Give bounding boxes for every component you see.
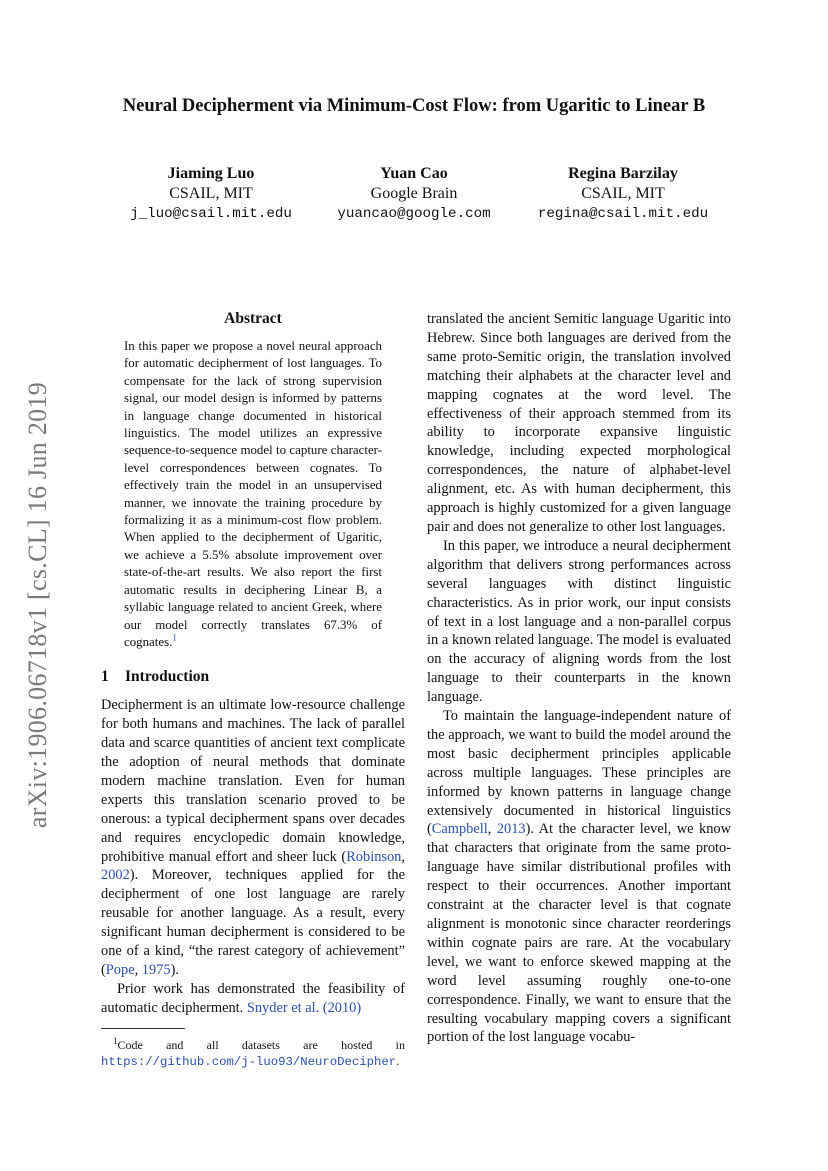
author-affiliation: CSAIL, MIT (169, 185, 253, 202)
citation-year-link[interactable]: 1975 (141, 962, 171, 978)
footnote-marker[interactable]: 1 (172, 632, 177, 643)
section-title: Introduction (125, 668, 210, 686)
author-email: regina@csail.mit.edu (537, 206, 709, 222)
citation-link[interactable]: Campbell (431, 821, 488, 838)
intro-paragraph-2-cont: translated the ancient Semitic language Ugaritic into Hebrew. Since both languages are derived from the same proto-Semitic origin, the translation involved matching their alphabets at the character level and mapping cognates at the word level. The effectiveness of their approach stemmed from its ability to incorporate expansive linguistic knowledge, including expected morphological correspondences, the nature of alphabet-level alignment, etc. As with human decipherment, this approach is highly customized for a given language pair and does not generalize to other lost languages. (427, 311, 731, 535)
author-1 (96, 164, 326, 224)
citation-link[interactable]: Robinson (346, 848, 402, 865)
footnote-url-link[interactable]: https://github.com/j-luo93/NeuroDecipher (101, 1055, 397, 1069)
footnote (101, 1028, 405, 1070)
abstract-text: In this paper we propose a novel neural approach for automatic decipherment of lost languages. To compensate for the lack of strong supervision signal, our model design is informed by patterns in language change documented in historical linguistics. The model utilizes an expressive sequence-to-sequence model to capture character-level correspondences between cognates. To effectively train the model in an unsupervised manner, we innovate the training procedure by formalizing it as a minimum-cost flow problem. When applied to the decipherment of Ugaritic, we achieve a 5.5% absolute improvement over state-of-the-art results. We also report the first automatic results in deciphering Linear B, a syllabic language related to ancient Greek, where our model correctly translates 67.3% of cognates.$^1$ (124, 339, 382, 649)
author-email: j_luo@csail.mit.edu (130, 206, 292, 222)
intro-paragraph-1: Decipherment is an ultimate low-resource challenge for both humans and machines. The lack of parallel data and scarce quantities of ancient text complicate the adoption of neural methods that dominate modern machine translation. Even for human experts this translation scenario proved to be onerous: a typical decipherment spans over decades and requires encyclopedic domain knowledge, prohibitive manual effort and sheer luck (Robinson, 2002). Moreover, techniques applied for the decipherment of one lost language are rarely reusable for another language. As a result, every significant human decipherment is considered to be one of a kind, “the rarest category of achievement” (Pope, 1975). (101, 697, 405, 978)
abstract-heading: Abstract (224, 310, 282, 327)
paper-title: Neural Decipherment via Minimum-Cost Flow: from Ugaritic to Linear B (122, 96, 706, 116)
author-block (0, 164, 828, 234)
left-column (101, 310, 405, 1018)
intro-paragraph-2-start: Prior work has demonstrated the feasibility of automatic decipherment. Snyder et al. (2010) (101, 980, 405, 1016)
citation-link[interactable]: Snyder et al. (2010) (246, 999, 362, 1016)
author-2 (299, 164, 529, 224)
citation-year-link[interactable]: 2002 (101, 867, 130, 884)
intro-paragraph-3: In this paper, we introduce a neural decipherment algorithm that delivers strong performances across several languages with distinct linguistic characteristics. As in prior work, our input consists of text in a lost language and a non-parallel corpus in a known related language. The model is evaluated on the accuracy of aligning words from the lost language to their counterparts in the known language. (427, 537, 731, 706)
arxiv-identifier (18, 365, 58, 845)
section-heading-introduction (101, 668, 405, 686)
section-number: 1 (101, 668, 109, 686)
author-name: Yuan Cao (380, 165, 448, 182)
author-name: Jiaming Luo (167, 165, 255, 182)
intro-paragraph-4: To maintain the language-independent nature of the approach, we want to build the model around the most basic decipherment principles applicable across multiple languages. These principles are informed by known patterns in language change extensively documented in historical linguistics (Campbell, 2013). At the character level, we know that characters that originate from the same proto-language have similar distributional profiles with respect to their occurrences. Another important constraint at the character level is that cognate alignment is monotonic since character reorderings within cognate pairs are rare. At the vocabulary level, we want to enforce skewed mapping at the word level assuming roughly one-to-one correspondence. Finally, we want to ensure that the resulting vocabulary mapping covers a significant portion of the lost language vocabu- (427, 708, 731, 1046)
footnote-mark: 1 (113, 1036, 118, 1046)
author-3 (508, 164, 738, 224)
footnote-text: $^1$Code and all datasets are hosted in https://github.com/j-luo93/NeuroDecipher. (101, 1036, 405, 1069)
author-name: Regina Barzilay (568, 165, 678, 182)
citation-link[interactable]: Pope (105, 962, 135, 978)
author-affiliation: Google Brain (370, 185, 458, 202)
citation-year-link[interactable]: 2013 (496, 821, 526, 838)
author-affiliation: CSAIL, MIT (581, 185, 665, 202)
author-email: yuancao@google.com (337, 206, 491, 222)
right-column (427, 310, 731, 1047)
arxiv-identifier-text: arXiv:1906.06718v1 [cs.CL] 16 Jun 2019 (23, 381, 52, 829)
footnote-rule (101, 1028, 185, 1029)
